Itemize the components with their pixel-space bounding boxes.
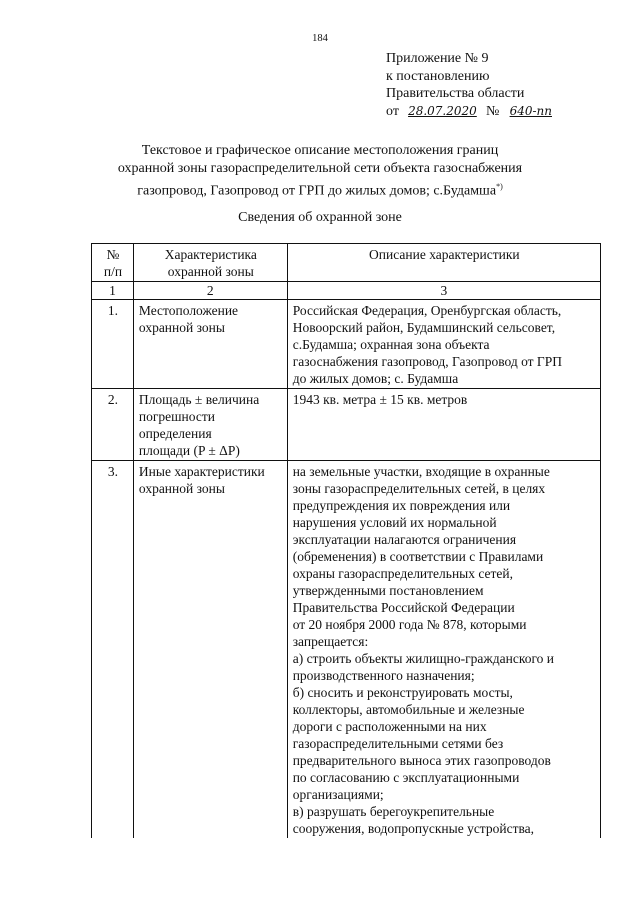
description-line: эксплуатации налагаются ограничения — [292, 532, 517, 547]
appendix-line-3: Правительства области — [386, 86, 525, 101]
row-characteristic — [133, 389, 287, 461]
row-characteristic — [133, 300, 287, 389]
appendix-date-line — [386, 103, 559, 121]
description-line: нарушения условий их нормальной — [292, 515, 497, 530]
description-line: производственного назначения; — [292, 668, 475, 683]
table-row — [92, 389, 601, 461]
number-label: № — [485, 103, 500, 119]
characteristic-line: Площадь ± величина — [138, 392, 260, 407]
protection-zone-table — [91, 243, 601, 838]
characteristic-line: охранной зоны — [138, 320, 225, 335]
title-line-3-text: газопровод, Газопровод от ГРП до жилых домов; с.Будамша — [137, 183, 497, 199]
description-line: Российская Федерация, Оренбургская область, — [292, 303, 562, 318]
title-line-2: охранной зоны газораспределительной сети объекта газоснабжения — [117, 161, 523, 176]
from-label: от — [386, 103, 399, 119]
header-description: Описание характеристики — [287, 244, 600, 282]
title-line-3 — [80, 178, 560, 201]
characteristic-line: Иные характеристики — [138, 464, 265, 479]
appendix-line-1: Приложение № 9 — [386, 51, 489, 66]
description-line: утвержденными постановлением — [292, 583, 484, 598]
row-description — [287, 300, 600, 389]
description-line: запрещается: — [292, 634, 369, 649]
characteristic-line: площади (P ± ΔP) — [138, 443, 240, 458]
description-line: газораспределительными сетями без — [292, 736, 504, 751]
row-description — [287, 389, 600, 461]
handwritten-number: 640-пп — [509, 103, 552, 118]
table-row — [92, 300, 601, 389]
index-cell: 1 — [92, 282, 134, 300]
description-line: в) разрушать берегоукрепительные — [292, 804, 495, 819]
handwritten-date: 28.07.2020 — [408, 103, 477, 118]
header-characteristic — [133, 244, 287, 282]
description-line: по согласованию с эксплуатационными — [292, 770, 520, 785]
description-line: предварительного выноса этих газопроводов — [292, 753, 551, 768]
row-characteristic — [133, 461, 287, 839]
description-line: сооружения, водопропускные устройства, — [292, 821, 535, 836]
page-number: 184 — [312, 33, 328, 44]
description-line: б) сносить и реконструировать мосты, — [292, 685, 513, 700]
document-title — [80, 142, 560, 201]
description-line: до жилых домов; с. Будамша — [292, 371, 459, 386]
row-description — [287, 461, 600, 839]
description-line: коллекторы, автомобильные и железные — [292, 702, 525, 717]
table-header-row — [92, 244, 601, 282]
description-line: Правительства Российской Федерации — [292, 600, 515, 615]
appendix-block — [386, 50, 559, 120]
description-line: зоны газораспределительных сетей, в целях — [292, 481, 546, 496]
row-number: 3. — [92, 461, 134, 839]
description-line: (обременения) в соответствии с Правилами — [292, 549, 544, 564]
characteristic-line: определения — [138, 426, 212, 441]
header-number-line-2: п/п — [103, 264, 123, 279]
row-number: 1. — [92, 300, 134, 389]
index-cell: 3 — [287, 282, 600, 300]
header-characteristic-line-2: охранной зоны — [167, 264, 254, 279]
characteristic-line: погрешности — [138, 409, 215, 424]
description-line: предупреждения их повреждения или — [292, 498, 511, 513]
appendix-line-2: к постановлению — [386, 68, 490, 84]
description-line: с.Будамша; охранная зона объекта — [292, 337, 490, 352]
header-number — [92, 244, 134, 282]
table-index-row — [92, 282, 601, 300]
description-line: охраны газораспределительных сетей, — [292, 566, 514, 581]
description-line: дороги с расположенными на них — [292, 719, 487, 734]
description-line: на земельные участки, входящие в охранные — [292, 464, 550, 479]
characteristic-line: охранной зоны — [138, 481, 225, 496]
index-cell: 2 — [133, 282, 287, 300]
description-line: организациями; — [292, 787, 384, 802]
description-line: а) строить объекты жилищно-гражданского и — [292, 651, 554, 666]
table-row — [92, 461, 601, 839]
section-subtitle: Сведения об охранной зоне — [238, 210, 402, 225]
row-number: 2. — [92, 389, 134, 461]
header-number-line-1: № — [106, 247, 120, 262]
title-line-1: Текстовое и графическое описание местоположения границ — [141, 143, 499, 158]
description-line: 1943 кв. метра ± 15 кв. метров — [292, 392, 468, 407]
description-line: газоснабжения газопровод, Газопровод от ГРП — [292, 354, 562, 369]
description-line: от 20 ноября 2000 года № 878, которыми — [292, 617, 527, 632]
header-characteristic-line-1: Характеристика — [164, 247, 257, 262]
description-line: Новоорский район, Будамшинский сельсовет, — [292, 320, 556, 335]
characteristic-line: Местоположение — [138, 303, 239, 318]
footnote-mark: *) — [496, 182, 503, 191]
